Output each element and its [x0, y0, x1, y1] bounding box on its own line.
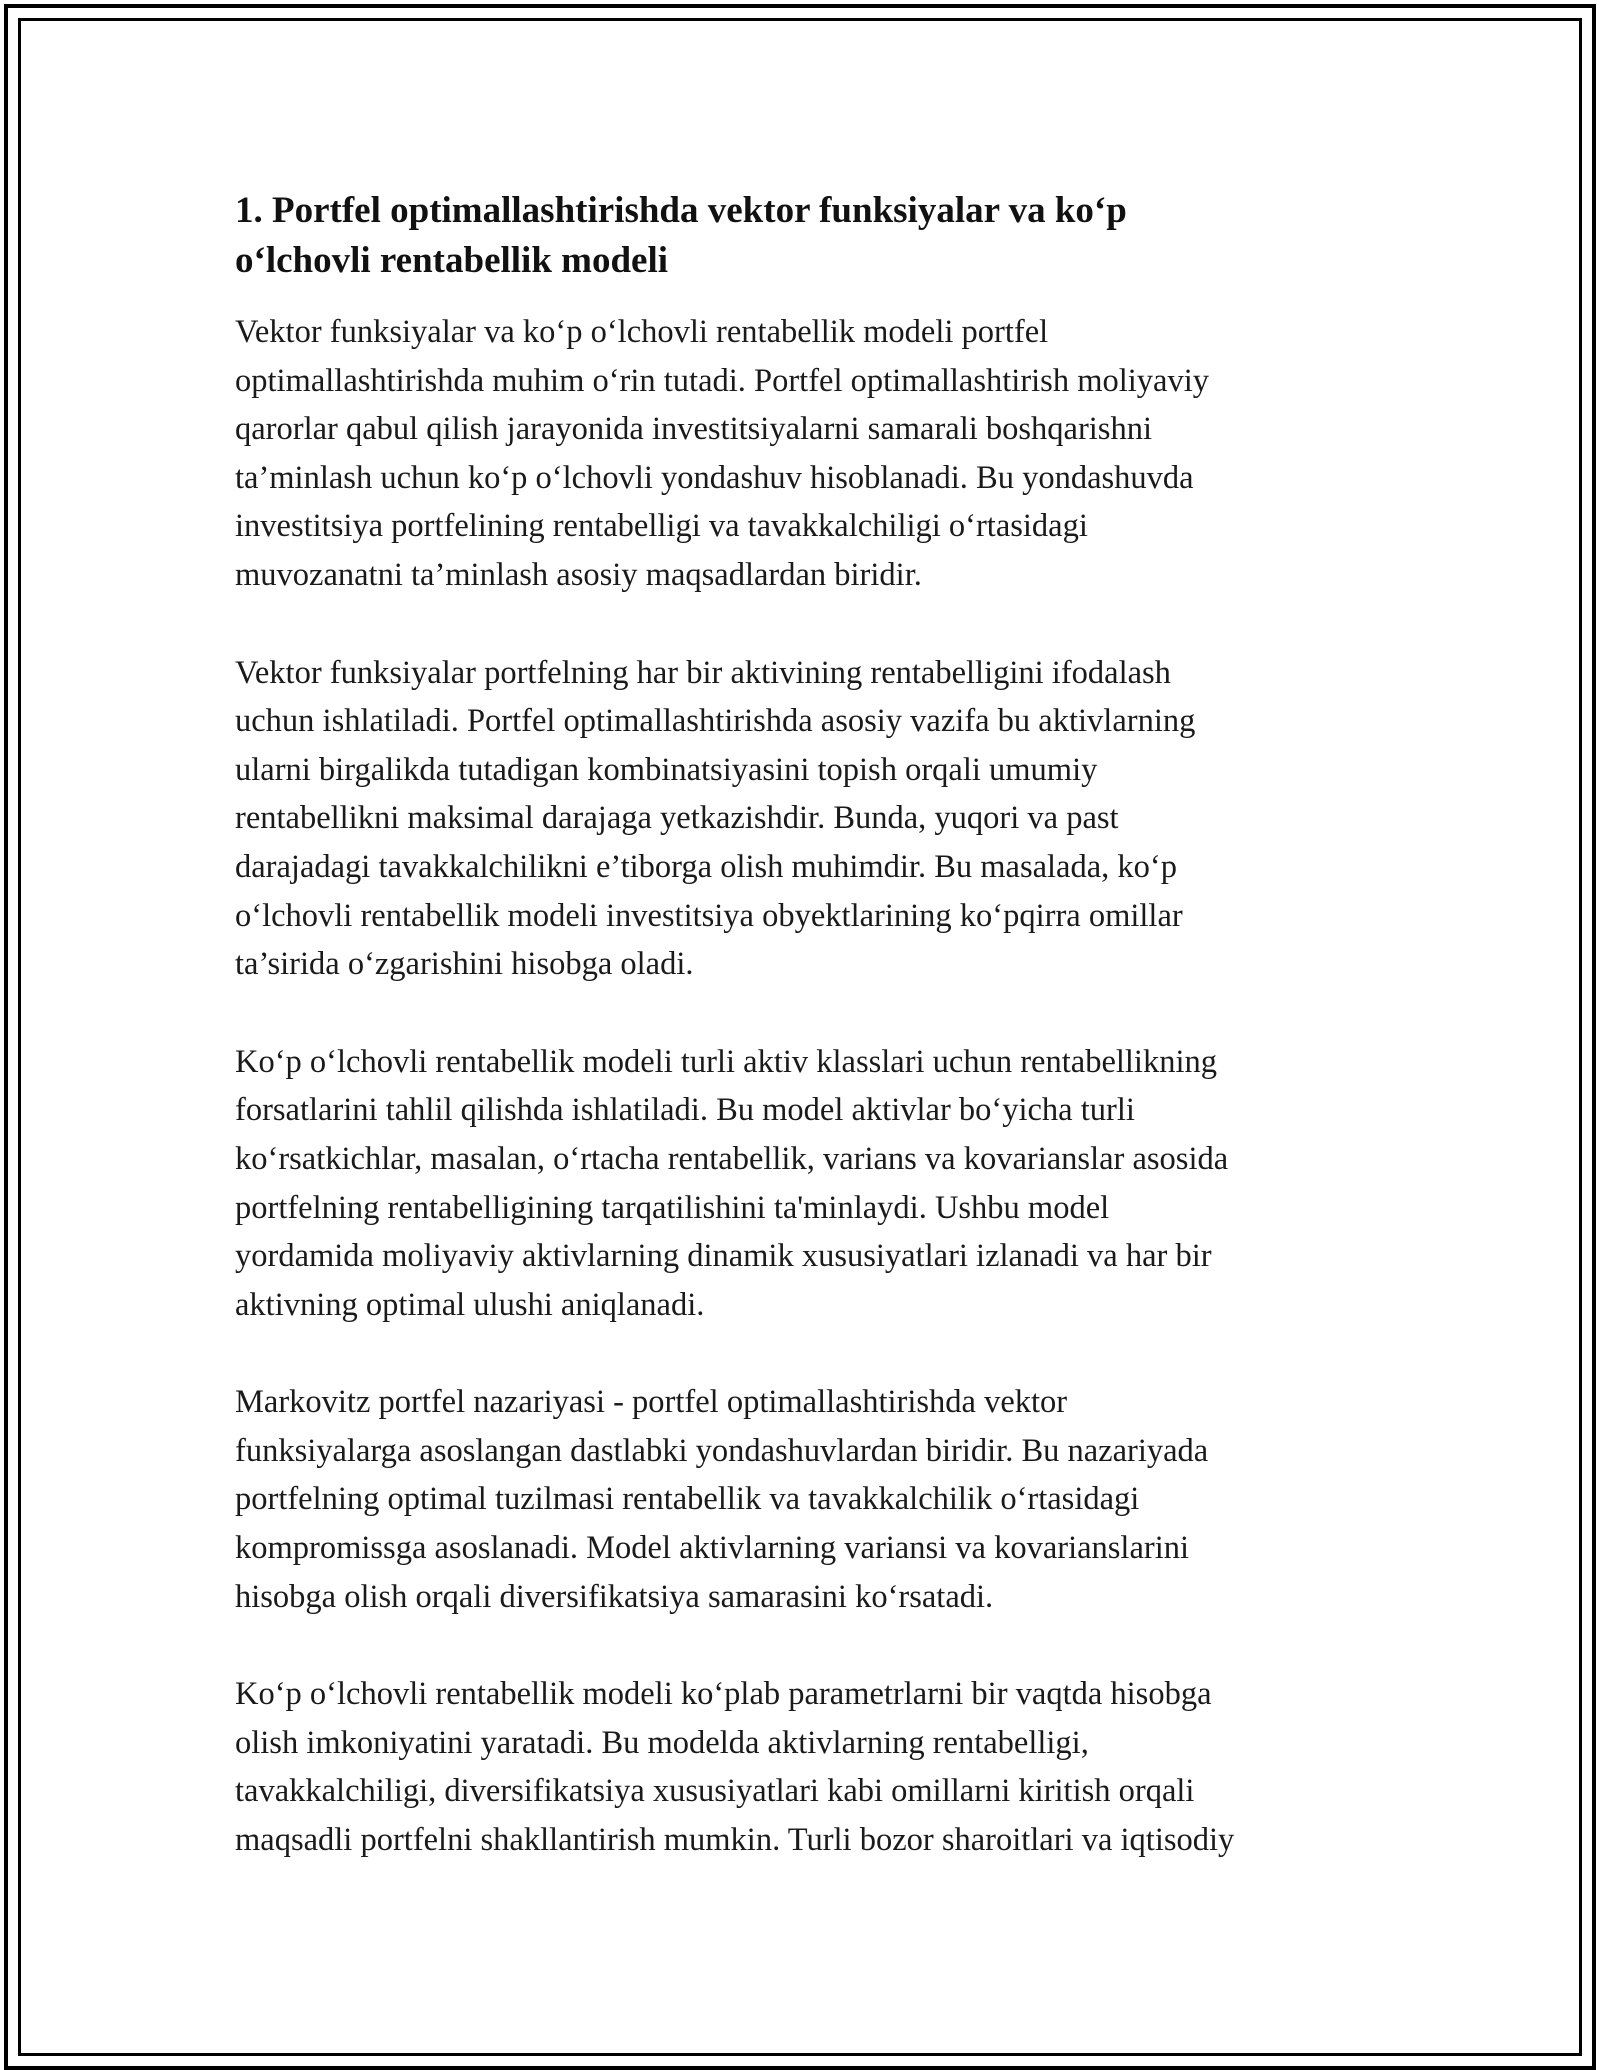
paragraph-1: Vektor funksiyalar va ko‘p o‘lchovli rentabellik modeli portfel optimallashtirishda muhim o‘rin tutadi. Portfel optimallashtirish moliyaviy qarorlar qabul qilish jarayonida investitsiyalarni samarali boshqarishni ta’minlash uchun ko‘p o‘lchovli yondashuv hisoblanadi. Bu yondashuvda investitsiya portfelining rentabelligi va tavakkalchiligi o‘rtasidagi muvozanatni ta’minlash asosiy maqsadlardan biridir.	[235, 314, 1209, 593]
paragraph-5: Ko‘p o‘lchovli rentabellik modeli ko‘plab parametrlarni bir vaqtda hisobga olish imkoniyatini yaratadi. Bu modelda aktivlarning rentabelligi, tavakkalchiligi, diversifikatsiya xususiyatlari kabi omillarni kiritish orqali maqsadli portfelni shakllantirish mumkin. Turli bozor sharoitlari va iqtisodiy	[235, 1676, 1235, 1859]
paragraph-4: Markovitz portfel nazariyasi - portfel optimallashtirishda vektor funksiyalarga asoslangan dastlabki yondashuvlardan biridir. Bu nazariyada portfelning optimal tuzilmasi rentabellik va tavakkalchilik o‘rtasidagi kompromissga asoslanadi. Model aktivlarning variansi va kovarianslarini hisobga olish orqali diversifikatsiya samarasini ko‘rsatadi.	[235, 1384, 1209, 1615]
paragraph-3: Ko‘p o‘lchovli rentabellik modeli turli aktiv klasslari uchun rentabellikning forsatlarini tahlil qilishda ishlatiladi. Bu model aktivlar bo‘yicha turli ko‘rsatkichlar, masalan, o‘rtacha rentabellik, varians va kovarianslar asosida portfelning rentabelligining tarqatilishini ta'minlaydi. Ushbu model yordamida moliyaviy aktivlarning dinamik xususiyatlari izlanadi va har bir aktivning optimal ulushi aniqlanadi.	[235, 1043, 1229, 1323]
section-title: 1. Portfel optimallashtirishda vektor funksiyalar va ko‘p o‘lchovli rentabellik modeli	[235, 190, 1127, 281]
document-body	[235, 186, 1375, 1914]
paragraph-2: Vektor funksiyalar portfelning har bir aktivining rentabelligini ifodalash uchun ishlatiladi. Portfel optimallashtirishda asosiy vazifa bu aktivlarning ularni birgalikda tutadigan kombinatsiyasini topish orqali umumiy rentabellikni maksimal darajaga yetkazishdir. Bunda, yuqori va past darajadagi tavakkalchilikni e’tiborga olish muhimdir. Bu masalada, ko‘p o‘lchovli rentabellik modeli investitsiya obyektlarining ko‘pqirra omillar ta’sirida o‘zgarishini hisobga oladi.	[235, 654, 1196, 983]
